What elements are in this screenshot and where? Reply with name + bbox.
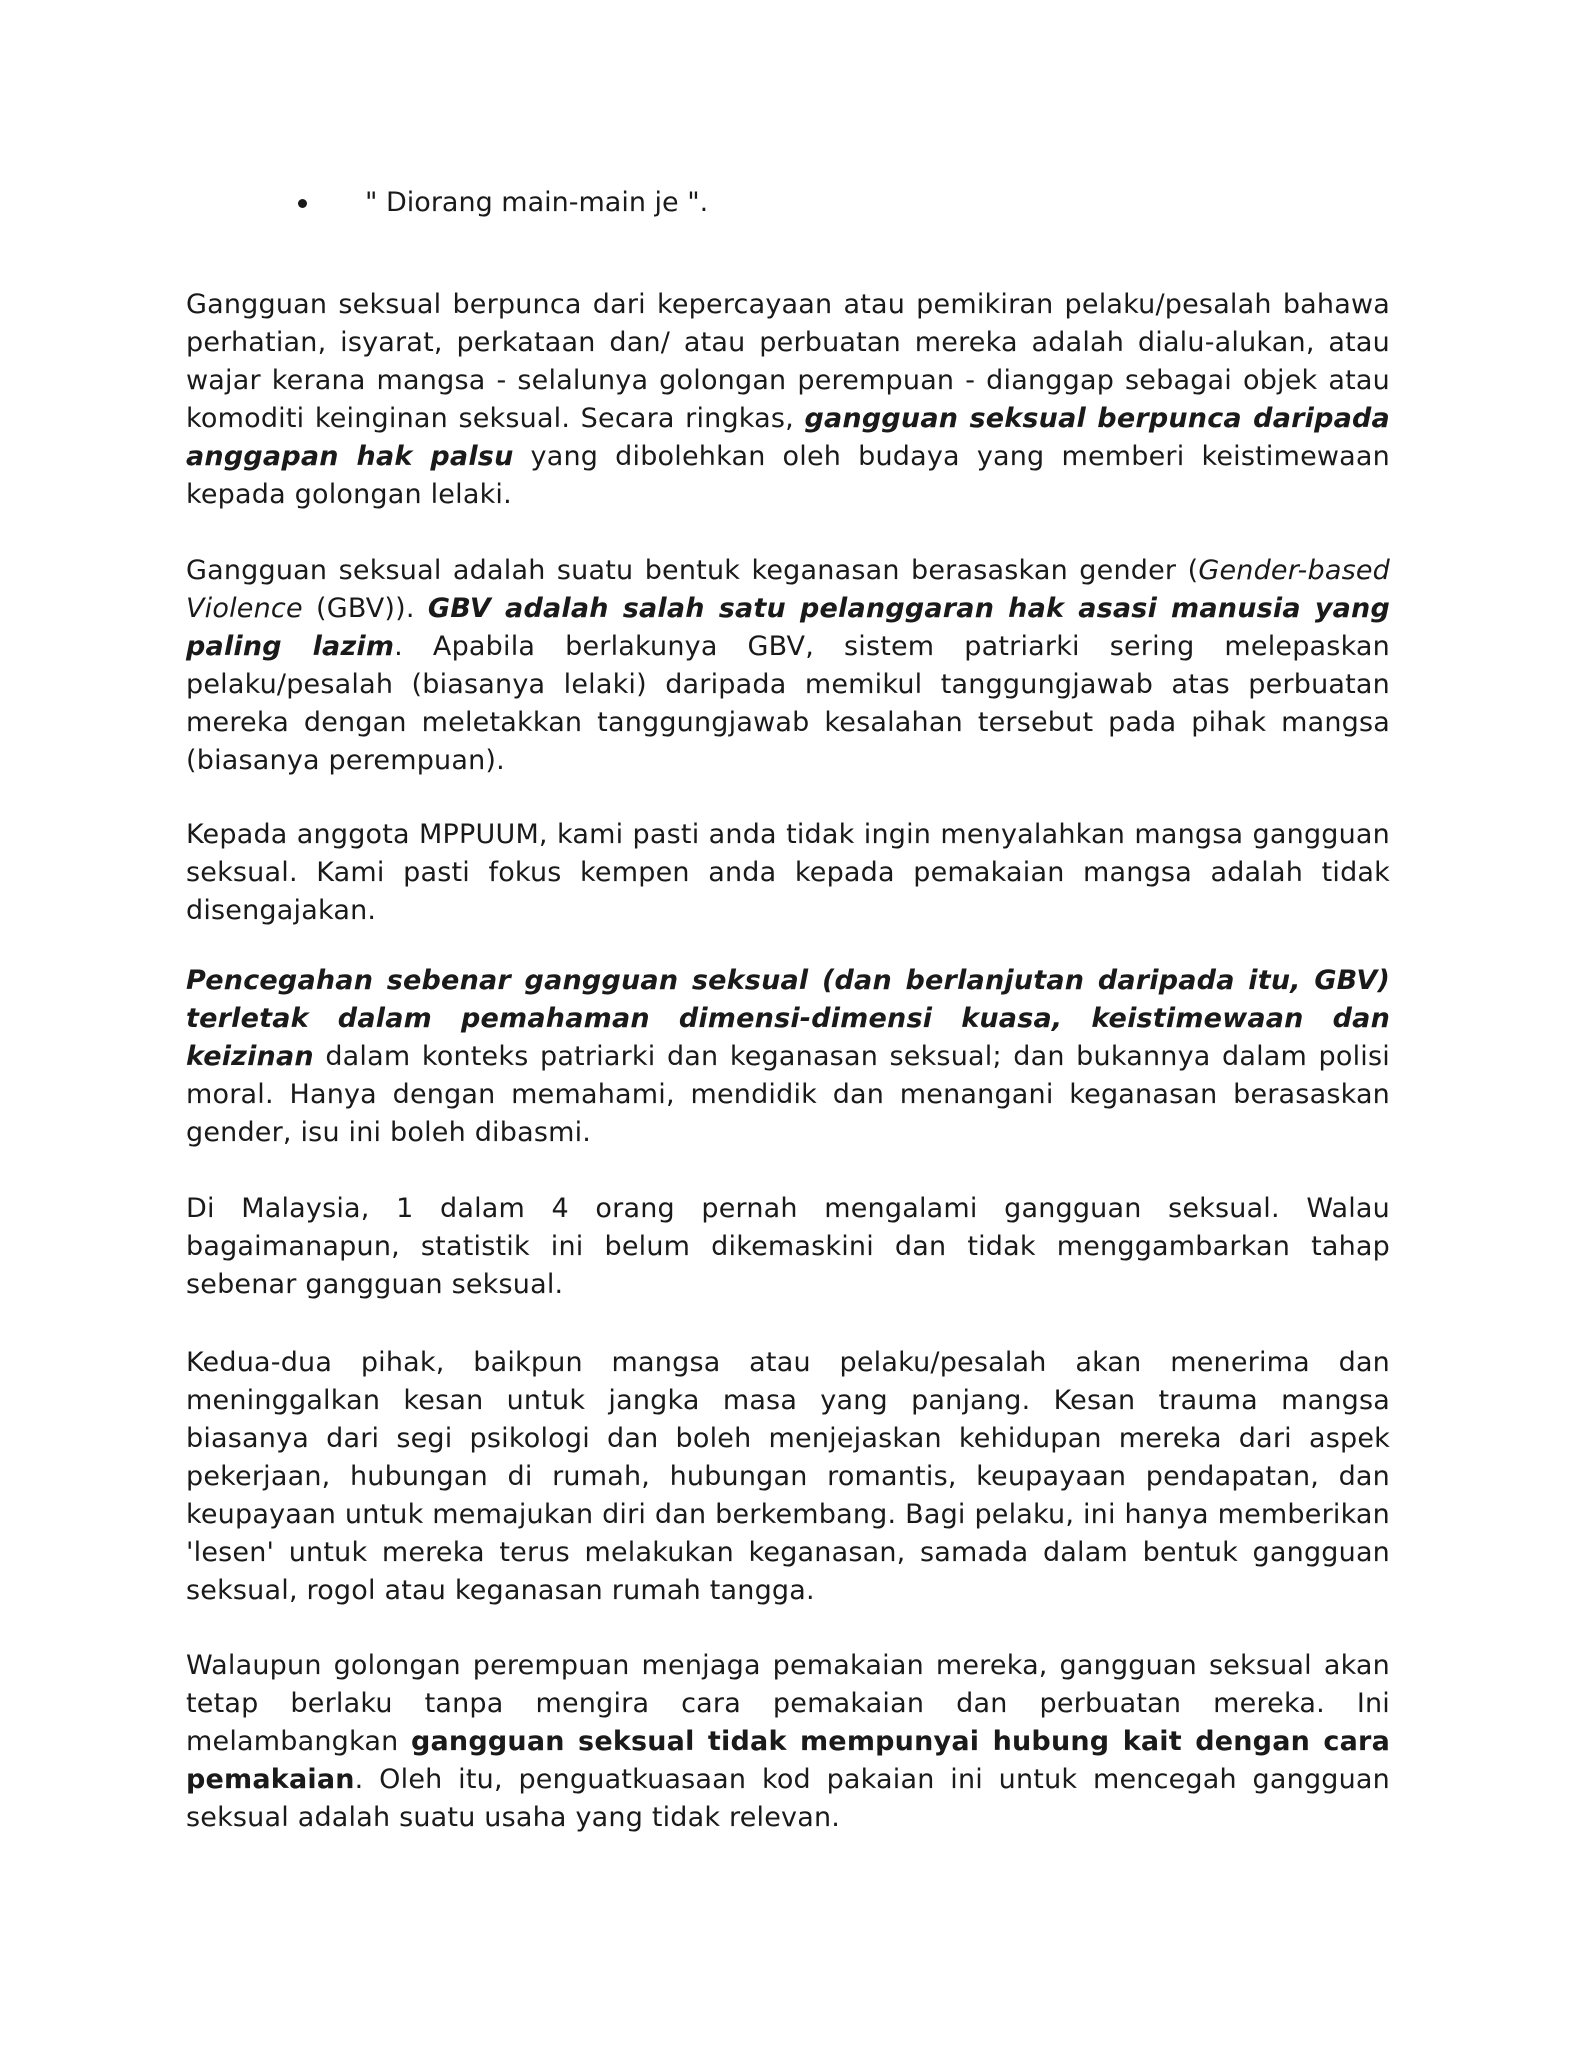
paragraph-7-emphasis: gangguan seksual tidak mempunyai hubung kait dengan cara pemakaian (186, 1726, 1390, 1795)
bullet-dot-icon (298, 199, 307, 208)
paragraph-1-text-c: yang dibolehkan oleh budaya yang memberi keistimewaan kepada golongan lelaki. (186, 441, 1390, 510)
paragraph-5 (186, 1190, 1390, 1304)
paragraph-7-text-a: Walaupun golongan perempuan menjaga pemakaian mereka, gangguan seksual akan tetap berlaku tanpa mengira cara pemakaian dan perbuatan mereka. Ini melambangkan (186, 1650, 1390, 1757)
paragraph-2-text-a: Gangguan seksual adalah suatu bentuk keganasan berasaskan gender ( (186, 555, 1199, 586)
paragraph-2-text-c: (GBV)). (302, 593, 415, 624)
paragraph-4 (186, 962, 1390, 1152)
bullet-item (298, 184, 708, 222)
paragraph-2-text-e: . Apabila berlakunya GBV, sistem patriarki sering melepaskan pelaku/pesalah (biasanya lelaki) daripada memikul tanggungjawab atas perbuatan mereka dengan meletakkan tanggungjawab kesalahan tersebut pada pihak mangsa (biasanya perempuan). (186, 631, 1390, 776)
paragraph-5-text: Di Malaysia, 1 dalam 4 orang pernah mengalami gangguan seksual. Walau bagaimanapun, statistik ini belum dikemaskini dan tidak menggambarkan tahap sebenar gangguan seksual. (186, 1193, 1390, 1300)
paragraph-1-emphasis: gangguan seksual berpunca daripada anggapan hak palsu (186, 403, 1390, 472)
paragraph-1 (186, 286, 1390, 514)
paragraph-2-emphasis: GBV adalah salah satu pelanggaran hak asasi manusia yang paling lazim (186, 593, 1390, 662)
paragraph-3 (186, 816, 1390, 930)
bullet-text: " Diorang main-main je ". (365, 187, 709, 218)
paragraph-7 (186, 1647, 1390, 1837)
paragraph-6 (186, 1344, 1390, 1610)
paragraph-6-text: Kedua-dua pihak, baikpun mangsa atau pelaku/pesalah akan menerima dan meninggalkan kesan untuk jangka masa yang panjang. Kesan trauma mangsa biasanya dari segi psikologi dan boleh menjejaskan kehidupan mereka dari aspek pekerjaan, hubungan di rumah, hubungan romantis, keupayaan pendapatan, dan keupayaan untuk memajukan diri dan berkembang. Bagi pelaku, ini hanya memberikan 'lesen' untuk mereka terus melakukan keganasan, samada dalam bentuk gangguan seksual, rogol atau keganasan rumah tangga. (186, 1347, 1390, 1606)
paragraph-7-text-c: . Oleh itu, penguatkuasaan kod pakaian ini untuk mencegah gangguan seksual adalah suatu usaha yang tidak relevan. (186, 1764, 1390, 1833)
paragraph-4-emphasis: Pencegahan sebenar gangguan seksual (dan berlanjutan daripada itu, GBV) terletak dalam pemahaman dimensi-dimensi kuasa, keistimewaan dan keizinan (186, 965, 1390, 1072)
paragraph-3-text: Kepada anggota MPPUUM, kami pasti anda tidak ingin menyalahkan mangsa gangguan seksual. Kami pasti fokus kempen anda kepada pemakaian mangsa adalah tidak disengajakan. (186, 819, 1390, 926)
paragraph-4-text-b: dalam konteks patriarki dan keganasan seksual; dan bukannya dalam polisi moral. Hanya dengan memahami, mendidik dan menangani keganasan berasaskan gender, isu ini boleh dibasmi. (186, 1041, 1390, 1148)
paragraph-2 (186, 552, 1390, 780)
paragraph-1-text-a: Gangguan seksual berpunca dari kepercayaan atau pemikiran pelaku/pesalah bahawa perhatian, isyarat, perkataan dan/ atau perbuatan mereka adalah dialu-alukan, atau wajar kerana mangsa - selalunya golongan perempuan - dianggap sebagai objek atau komoditi keinginan seksual. Secara ringkas, (186, 289, 1390, 434)
paragraph-2-gbv-term: Gender-based Violence (186, 555, 1390, 624)
